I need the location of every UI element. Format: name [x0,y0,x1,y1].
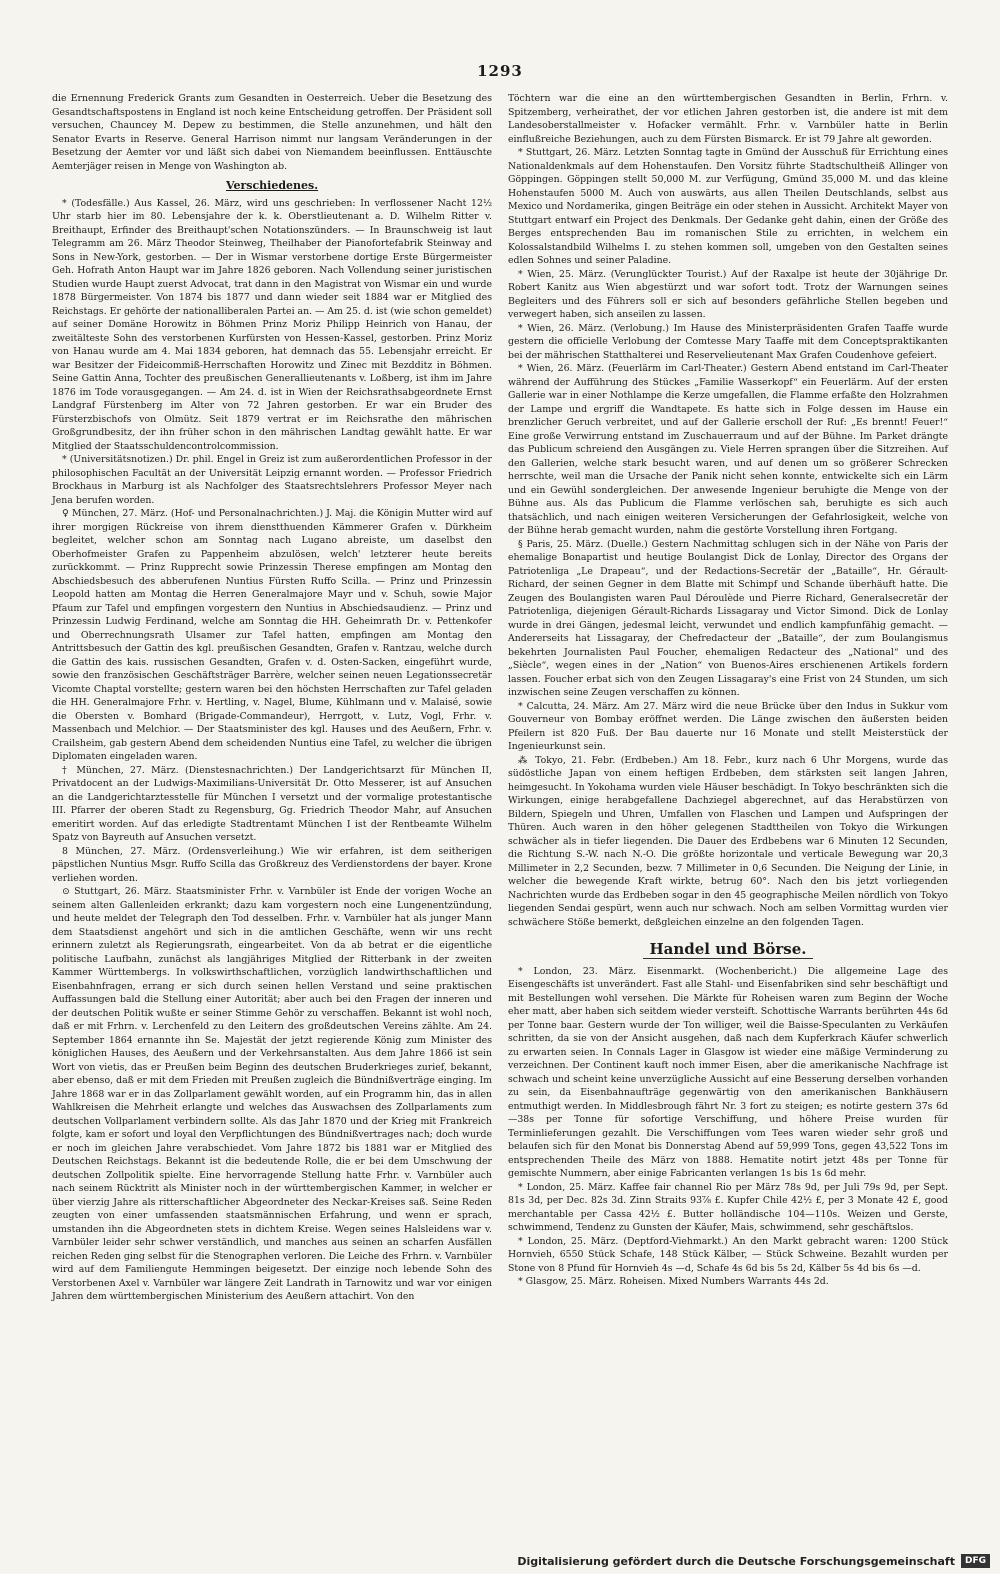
article-paragraph: 8 München, 27. März. (Ordensverleihung.) Wie wir erfahren, ist dem seitherigen päpstlichen Nuntius Msgr. Ruffo Scilla das Großkreuz des Verdienstordens der bayer. Krone verliehen worden. [52,845,492,884]
footer-text: Digitalisierung gefördert durch die Deutsche Forschungsgemeinschaft [517,1554,955,1568]
intro-paragraph: die Ernennung Frederick Grants zum Gesandten in Oesterreich. Ueber die Besetzung des Gesandtschaftspostens in England ist noch keine Entscheidung getroffen. Der Präsident soll versuchen, Chauncey M. Depew zu bestimmen, die Stelle anzunehmen, und hält den Senator Evarts in Reserve. General Harrison nimmt nur langsam Veränderungen in der Besetzung der Aemter vor und läßt sich dabei von Niemandem beeinflussen. Enttäuschte Aemterjäger reisen in Menge von Washington ab. [52,93,492,172]
article-paragraph: Töchtern war die eine an den württembergischen Gesandten in Berlin, Frhrn. v. Spitzemberg, verheirathet, der vor etlichen Jahren gestorben ist, die andere ist mit dem Landesoberstallmeister v. Hofacker vermählt. Frhr. v. Varnbüler hatte in Berlin einflußreiche Beziehungen, auch zu dem Fürsten Bismarck. Er ist 79 Jahre alt geworden. [508,93,948,145]
trade-paragraph: * London, 25. März. (Deptford-Viehmarkt.) An den Markt gebracht waren: 1200 Stück Hornvieh, 6550 Stück Schafe, 148 Stück Kälber, — Stück Schweine. Bezahlt wurden per Stone von 8 Pfund für Hornvieh 4s —d, Schafe 4s 6d bis 5s 2d, Kälber 5s 4d bis 6s —d. [508,1235,948,1274]
dfg-logo-icon: DFG [961,1554,990,1568]
left-column [52,92,492,1304]
article-paragraph: * (Todesfälle.) Aus Kassel, 26. März, wird uns geschrieben: In verflossener Nacht 12½ Uhr starb hier im 80. Lebensjahre der k. k. Oberstlieutenant a. D. Wilhelm Ritter v. Breithaupt, Erfinder des Breithaupt'schen Notationszünders. — In Braunschweig ist laut Telegramm am 26. März Theodor Steinweg, Theilhaber der Pianofortefabrik Steinway and Sons in New-York, gestorben. — Der in Wismar verstorbene dortige Erste Bürgermeister Geh. Hofrath Anton Haupt war im Jahre 1826 geboren. Nach Vollendung seiner juristischen Studien wurde Haupt zuerst Advocat, trat dann in den Magistrat von Wismar ein und wurde 1878 Bürgermeister. Von 1874 bis 1877 und dann wieder seit 1884 war er Mitglied des Reichstags. Er gehörte der nationalliberalen Partei an. — Am 25. d. ist (wie schon gemeldet) auf seiner Domäne Horowitz in Böhmen Prinz Moriz Philipp Heinrich von Hanau, der zweitälteste Sohn des verstorbenen Kurfürsten von Hessen-Kassel, gestorben. Prinz Moriz von Hanau wurde am 4. Mai 1834 geboren, hat demnach das 55. Lebensjahr erreicht. Er war Besitzer der Fideicommiß-Herrschaften Horowitz und Zinec mit Bezdditz in Böhmen. Seine Gattin Anna, Tochter des preußischen Generallieutenants v. Loßberg, ist ihm im Jahre 1876 im Tode vorausgegangen. — Am 24. d. ist in Wien der Reichsrathsabgeordnete Ernst Landgraf Fürstenberg im Alter von 72 Jahren gestorben. Er war ein Bruder des Fürsterzbischofs von Olmütz. Seit 1879 vertrat er im Reichsrathe den mährischen Großgrundbesitz, der ihn früher schon in den mährischen Landtag gewählt hatte. Er war Mitglied der Staatsschuldencontrolcommission. [52,197,492,452]
right-column [508,92,948,1289]
article-paragraph: * (Universitätsnotizen.) Dr. phil. Engel in Greiz ist zum außerordentlichen Professor in der philosophischen Facultät an der Universität Leipzig ernannt worden. — Professor Friedrich Brockhaus in Marburg ist als Nachfolger des Staatsrechtslehrers Professor Meyer nach Jena berufen worden. [52,454,492,506]
article-paragraph: ⊙ Stuttgart, 26. März. Staatsminister Frhr. v. Varnbüler ist Ende der vorigen Woche an seinem alten Gallenleiden erkrankt; dazu kam vorgestern noch eine Lungenentzündung, und heute meldet der Telegraph den Tod desselben. Frhr. v. Varnbüler hat als junger Mann dem Staatsdienst angehört und sich in die amtlichen Geschäfte, wenn wir uns recht erinnern zuletzt als Regierungsrath, eingearbeitet. Von da ab betrat er die eigentliche politische Laufbahn, zunächst als langjähriges Mitglied der Ritterbank in der zweiten Kammer Württembergs. In volkswirthschaftlichen, vorzüglich landwirthschaftlichen und Eisenbahnfragen, errang er sich durch seinen hellen Verstand und seine praktischen Auffassungen bald die Stellung einer Autorität; aber auch bei den Fragen der inneren und der deutschen Politik wußte er seiner Stimme Gehör zu verschaffen. Bekannt ist wohl noch, daß er mit Frhrn. v. Lerchenfeld zu den Leitern des großdeutschen Vereins zählte. Am 24. September 1864 ernannte ihn Se. Majestät der jetzt regierende König zum Minister des königlichen Hauses, des Aeußern und der Verkehrsanstalten. Aus dem Jahre 1866 ist sein Wort von vietis, das er Preußen beim Beginn des deutschen Bruderkrieges zurief, bekannt, aber ebenso, daß er mit dem Frieden mit Preußen zugleich die Bündnißverträge einging. Im Jahre 1868 war er in das Zollparlament gewählt worden, auf ein Programm hin, das in allen Wahlkreisen die Mehrheit erlangte und welches das Auswachsen des Zollparlaments zum deutschen Vollparlament verbindern sollte. Als das Jahr 1870 und der Krieg mit Frankreich folgte, kam er sofort und loyal den Verpflichtungen des Bündnißvertrages nach; doch wurde er noch im gleichen Jahre verabschiedet. Vom Jahre 1872 bis 1881 war er Mitglied des Deutschen Reichstags. Bekannt ist die bedeutende Rolle, die er bei dem Umschwung der deutschen Zollpolitik spielte. Eine hervorragende Stellung hatte Frhr. v. Varnbüler auch nach seinem Rücktritt als Minister noch in der württembergischen Kammer, in welcher er über vierzig Jahre als ritterschaftlicher Abgeordneter des Neckar-Kreises saß. Seine Reden zeugten von einer umfassenden staatsmännischen Erfahrung, und wenn er sprach, umstanden ihn die Abgeordneten stets in dichtem Kreise. Wegen seines Halsleidens war v. Varnbüler leider sehr schwer verständlich, und manches aus seinen an scharfen Ausfällen reichen Reden ging selbst für die Stenographen verloren. Die Leiche des Frhrn. v. Varnbüler wird auf dem Familiengute Hemmingen beigesetzt. Der einzige noch lebende Sohn des Verstorbenen Axel v. Varnbüler war längere Zeit Landrath in Tarnowitz und war vor einigen Jahren dem württembergischen Ministerium des Aeußern attachirt. Von den [52,886,492,1302]
article-paragraph: § Paris, 25. März. (Duelle.) Gestern Nachmittag schlugen sich in der Nähe von Paris der ehemalige Bonapartist und heutige Boulangist Dick de Lonlay, Director des Organs der Patriotenliga „Le Drapeau“, und der Redactions-Secretär der „Bataille“, Hr. Gérault-Richard, der seinen Gegner in dem Blatte mit Schimpf und Schande überhäuft hatte. Die Zeugen des Boulangisten waren Paul Déroulède und Pierre Richard, Generalsecretär der Patriotenliga, diejenigen Gérault-Richards Lissagaray und Victor Simond. Dick de Lonlay wurde in drei Gängen, jedesmal leicht, verwundet und endlich kampfunfähig gemacht. — Andererseits hat Lissagaray, der Chefredacteur der „Bataille“, der zum Boulangismus bekehrten Journalisten Paul Foucher, ehemaligen Redacteur des „National“ und des „Siècle“, wegen eines in der „Nation“ von Buenos-Aires erschienenen Artikels fordern lassen. Foucher erbat sich von den Zeugen Lissagaray's eine Frist von 24 Stunden, um sich inzwischen seine Zeugen verschaffen zu können. [508,538,948,698]
digitization-footer [517,1554,990,1568]
section-title-handel [508,940,948,958]
trade-paragraph: * London, 23. März. Eisenmarkt. (Wochenbericht.) Die allgemeine Lage des Eisengeschäfts ist unverändert. Fast alle Stahl- und Eisenfabriken sind sehr beschäftigt und mit Bestellungen wohl versehen. Die Märkte für Roheisen waren zum Beginn der Woche eher matt, aber haben sich seitdem wieder versteift. Schottische Warrants berührten 44s 6d per Tonne baar. Gestern wurde der Ton williger, weil die Baisse-Speculanten zu Verkäufen schritten, da sie von der Ansicht ausgehen, daß nach dem Kupferkrach Käufer schwerlich zu erwarten seien. In Connals Lager in Glasgow ist wieder eine mäßige Verminderung zu verzeichnen. Der Continent kauft noch immer Eisen, aber die amerikanische Nachfrage ist schwach und scheint keine unverzügliche Aussicht auf eine Besserung derselben vorhanden zu sein, da Eisenbahnaufträge gegenwärtig von den amerikanischen Bankhäusern entmuthigt werden. In Middlesbrough fährt Nr. 3 fort zu steigen; es notirte gestern 37s 6d—38s per Tonne für sofortige Verschiffung, und höhere Preise wurden für Terminlieferungen gezahlt. Die Verschiffungen vom Tees waren wieder sehr groß und belaufen sich für den Monat bis Donnerstag Abend auf 59,999 Tons, gegen 43,522 Tons im entsprechenden Theile des März von 1888. Hematite notirt jetzt 48s per Tonne für gemischte Nummern, aber einige Fabricanten verlangen 1s bis 1s 6d mehr. [508,965,948,1179]
trade-paragraph: * London, 25. März. Kaffee fair channel Rio per März 78s 9d, per Juli 79s 9d, per Sept. 81s 3d, per Dec. 82s 3d. Zinn Straits 93⅞ £. Kupfer Chile 42½ £, per 3 Monate 42 £, good merchantable per Cassa 42½ £. Butter holländische 104—110s. Weizen und Gerste, schwimmend, Tendenz zu Gunsten der Käufer, Mais, schwimmend, sehr geschäftslos. [508,1181,948,1233]
article-paragraph: ♀ München, 27. März. (Hof- und Personalnachrichten.) J. Maj. die Königin Mutter wird auf ihrer morgigen Rückreise von ihrem dienstthuenden Kämmerer Grafen v. Dürkheim begleitet, welcher schon am Sonntag nach Lugano abreiste, um daselbst den Oberhofmeister Grafen zu Pappenheim abzulösen, welch' letzterer heute bereits zurückkommt. — Prinz Rupprecht sowie Prinzessin Therese empfingen am Montag den Abschiedsbesuch des abberufenen Nuntius Fürsten Ruffo Scilla. — Prinz und Prinzessin Leopold hatten am Montag die Herren Generalmajore Mayr und v. Schuh, sowie Major Pfaum zur Tafel und empfingen vorgestern den Nuntius in Abschiedsaudienz. — Prinz und Prinzessin Ludwig Ferdinand, welche am Sonntag die HH. Geheimrath Dr. v. Pettenkofer und Oberrechnungsrath Ulsamer zur Tafel hatten, empfingen am Montag den Antrittsbesuch der Gattin des kgl. preußischen Gesandten, Grafen v. Rantzau, welche durch die Gattin des kais. russischen Gesandten, Grafen v. d. Osten-Sacken, eingeführt wurde, sowie den französischen Geschäftsträger Barrère, welcher seinen neuen Legationssecretär Vicomte Chaptal vorstellte; gestern waren bei den höchsten Herrschaften zur Tafel geladen die HH. Generalmajore Frhr. v. Hertling, v. Nagel, Blume, Kühlmann und v. Malaisé, sowie die Obersten v. Bomhard (Brigade-Commandeur), Herrgott, v. Lutz, Vogl, Frhr. v. Massenbach und Melchior. — Der Staatsminister des kgl. Hauses und des Aeußern, Frhr. v. Crailsheim, gab gestern Abend dem scheidenden Nuntius eine Tafel, zu welcher die übrigen Diplomaten eingeladen waren. [52,508,492,762]
article-paragraph: † München, 27. März. (Dienstesnachrichten.) Der Landgerichtsarzt für München II, Privatdocent an der Ludwigs-Maximilians-Universität Dr. Otto Messerer, ist auf Ansuchen an die Landgerichtarztesstelle für München I versetzt und der vormalige protestantische III. Pfarrer der oberen Stadt zu Regensburg, Gg. Friedrich Theodor Mahr, auf Ansuchen emeritirt worden. Auf das erledigte Stadtrentamt München I ist der Rentbeamte Wilhelm Spatz von Bayreuth auf Ansuchen versetzt. [52,764,492,843]
article-paragraph: * Wien, 26. März. (Feuerlärm im Carl-Theater.) Gestern Abend entstand im Carl-Theater während der Aufführung des Stückes „Familie Wasserkopf“ ein Feuerlärm. Auf der ersten Gallerie war in einer Nothlampe die Kerze umgefallen, die Flamme erfaßte den Holzrahmen der Lampe und ergriff die Wandtapete. Es hatte sich in Folge dessen im Hause ein brenzlicher Geruch verbreitet, und auf der Gallerie erscholl der Ruf: „Es brennt! Feuer!“ Eine große Verwirrung entstand im Zuschauerraum und auf der Bühne. Im Parket drängte das Publicum schreiend den Ausgängen zu. Viele Herren sprangen über die Sitzreihen. Auf den Gallerien, welche stark besucht waren, und auf denen um so größerer Schrecken herrschte, weil man die Ursache der Panik nicht sehen konnte, entwickelte sich ein Lärm und ein Gewühl sondergleichen. Der anwesende Ingenieur beruhigte die Menge von der Bühne aus. Als das Publicum die Flamme verlöschen sah, beruhigte es sich auch thatsächlich, und nach einigen weiteren Versicherungen der Gefahrlosigkeit, welche von der Bühne herab gemacht wurden, nahm die gestörte Vorstellung ihren Fortgang. [508,363,948,536]
article-paragraph: ⁂ Tokyo, 21. Febr. (Erdbeben.) Am 18. Febr., kurz nach 6 Uhr Morgens, wurde das südöstliche Japan von einem heftigen Erdbeben, dem stärksten seit langen Jahren, heimgesucht. In Yokohama wurden viele Häuser beschädigt. In Tokyo beschränkten sich die Wirkungen, einige herabgefallene Dachziegel abgerechnet, auf das Herabstürzen von Bildern, Spiegeln und Uhren, Umfallen von Flaschen und Lampen und Aufspringen der Thüren. Auch waren in den höher gelegenen Stadttheilen von Tokyo die Wirkungen schwächer als in tiefer liegenden. Die Dauer des Erdbebens war 6 Minuten 12 Secunden, die Richtung S.-W. nach N.-O. Die größte horizontale und verticale Bewegung war 20,3 Millimeter in 2,2 Secunden, bezw. 7 Millimeter in 0,6 Secunden. Die Neigung der Linie, in welcher die bewegende Kraft wirkte, betrug 60°. Nach den bis jetzt vorliegenden Nachrichten wurde das Erdbeben sogar in den 45 geographische Meilen nördlich von Tokyo liegenden Sendai gespürt, wenn auch nur schwach. Noch am selben Vormittag wurden vier schwächere Stöße bemerkt, deßgleichen einzelne an den folgenden Tagen. [508,754,948,928]
trade-paragraph: * Glasgow, 25. März. Roheisen. Mixed Numbers Warrants 44s 2d. [518,1276,829,1287]
page-number: 1293 [477,62,523,80]
article-paragraph: * Calcutta, 24. März. Am 27. März wird die neue Brücke über den Indus in Sukkur vom Gouverneur von Bombay eröffnet werden. Die Länge zwischen den äußersten beiden Pfeilern ist 820 Fuß. Der Bau dauerte nur 16 Monate und stellt Meisterstück der Ingenieurkunst sein. [508,700,948,752]
article-paragraph: * Wien, 26. März. (Verlobung.) Im Hause des Ministerpräsidenten Grafen Taaffe wurde gestern die officielle Verlobung der Comtesse Mary Taaffe mit dem Conceptspraktikanten bei der mährischen Statthalterei und Reservelieutenant Max Grafen Coudenhove gefeiert. [508,322,948,361]
article-paragraph: * Wien, 25. März. (Verunglückter Tourist.) Auf der Raxalpe ist heute der 30jährige Dr. Robert Kanitz aus Wien abgestürzt und war sofort todt. Trotz der Warnungen seines Begleiters und des Führers soll er sich auf besonders gefährliche Stellen begeben und verwegert haben, sich anseilen zu lassen. [508,268,948,320]
section-title-handel-text: Handel und Börse. [643,940,812,959]
article-paragraph: * Stuttgart, 26. März. Letzten Sonntag tagte in Gmünd der Ausschuß für Errichtung eines Nationaldenkmals auf dem Hohenstaufen. Den Vorsitz führte Stadtschultheiß Allinger von Göppingen. Göppingen stellt 50,000 M. zur Verfügung, Gmünd 35,000 M. und das kleine Hohenstaufen 5000 M. Auch von auswärts, aus allen Theilen Deutschlands, selbst aus Mexico und Nordamerika, gingen Beiträge ein oder stehen in Aussicht. Architekt Mayer von Stuttgart entwarf ein Project des Denkmals. Der Gedanke geht dahin, einen der Größe des Berges entsprechenden Bau im romanischen Stile zu errichten, in welchem ein Kolossalstandbild Wilhelms I. zu stehen kommen soll, umgeben von den Gestalten seines edlen Sohnes und seiner Paladine. [508,147,948,266]
section-title-verschiedenes: Verschiedenes. [225,179,319,192]
